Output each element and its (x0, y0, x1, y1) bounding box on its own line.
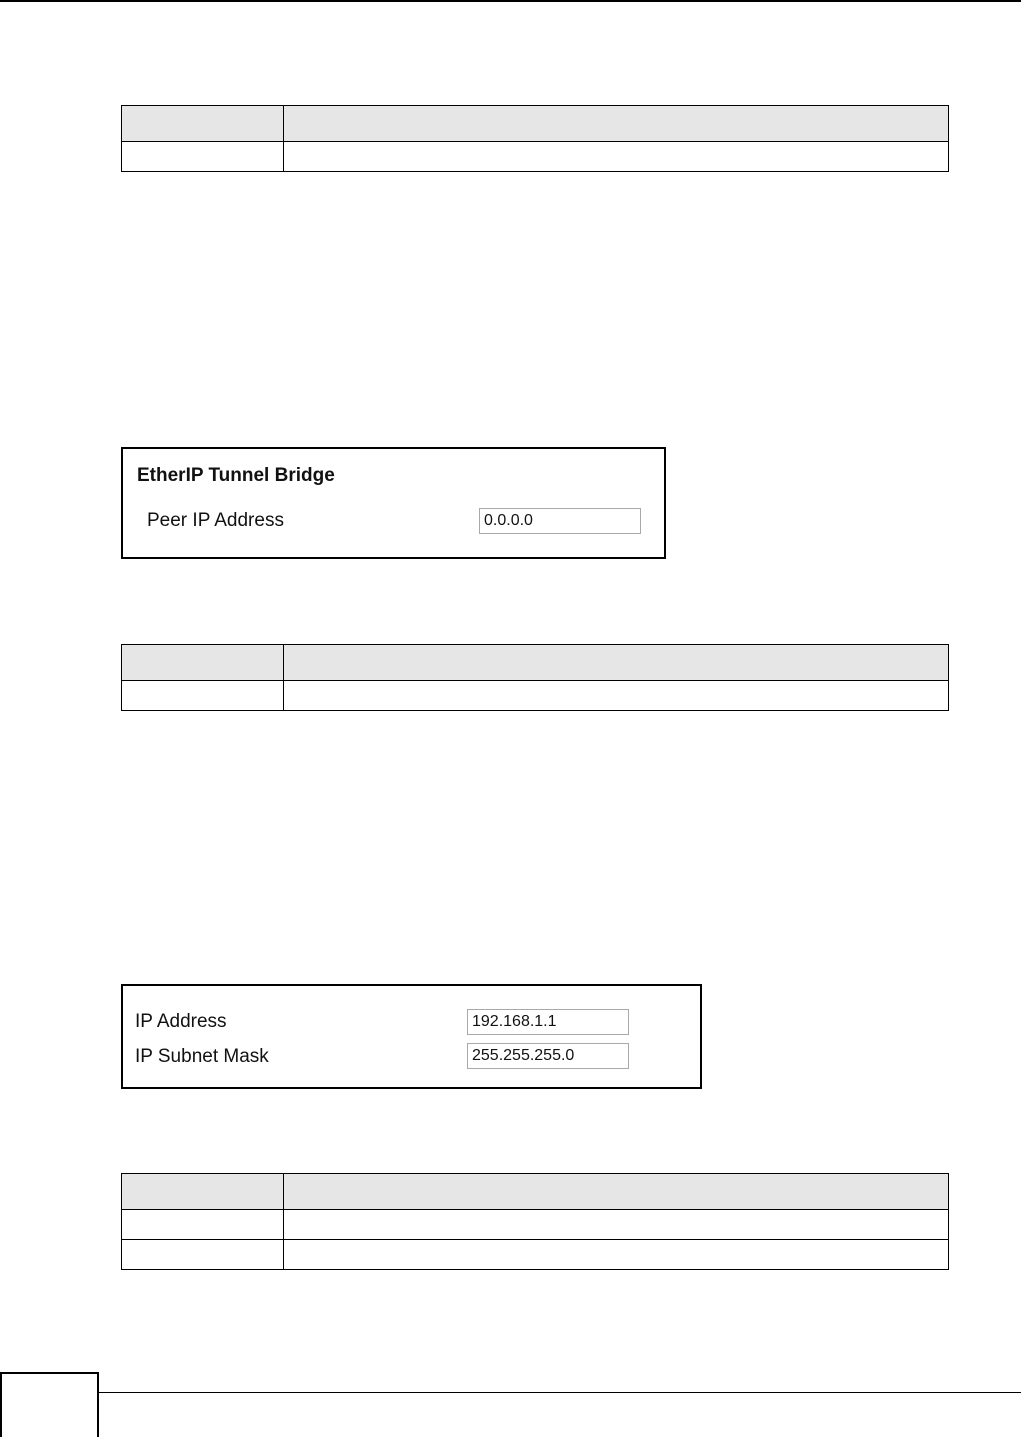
table-header-description (284, 645, 949, 681)
table-header-label (122, 1174, 284, 1210)
etherip-tunnel-bridge-panel (121, 447, 666, 559)
table-header-description (284, 106, 949, 142)
table-cell-label (122, 1210, 284, 1240)
panel-title: EtherIP Tunnel Bridge (137, 465, 335, 486)
peer-ip-address-label: Peer IP Address (147, 510, 284, 531)
ip-subnet-mask-label: IP Subnet Mask (135, 1046, 269, 1067)
page-number-tab (0, 1372, 99, 1437)
description-table-2 (121, 644, 949, 711)
ip-subnet-mask-input[interactable]: 255.255.255.0 (467, 1043, 629, 1069)
table-cell-label (122, 681, 284, 711)
header-rule (0, 0, 1021, 2)
description-table-3 (121, 1173, 949, 1270)
table-header-description (284, 1174, 949, 1210)
table-cell-description (284, 1210, 949, 1240)
table-row (122, 681, 949, 711)
ip-address-label: IP Address (135, 1011, 227, 1032)
table-cell-label (122, 142, 284, 172)
table-header-label (122, 106, 284, 142)
table-cell-description (284, 142, 949, 172)
table-header-row (122, 106, 949, 142)
table-row (122, 1210, 949, 1240)
table-cell-description (284, 681, 949, 711)
table-header-label (122, 645, 284, 681)
ip-address-input[interactable]: 192.168.1.1 (467, 1009, 629, 1035)
description-table-1 (121, 105, 949, 172)
table-row (122, 142, 949, 172)
table-row (122, 1240, 949, 1270)
peer-ip-address-input[interactable]: 0.0.0.0 (479, 508, 641, 534)
footer-rule (99, 1392, 1021, 1393)
table-header-row (122, 645, 949, 681)
table-header-row (122, 1174, 949, 1210)
table-cell-label (122, 1240, 284, 1270)
table-cell-description (284, 1240, 949, 1270)
ip-settings-panel (121, 984, 702, 1089)
